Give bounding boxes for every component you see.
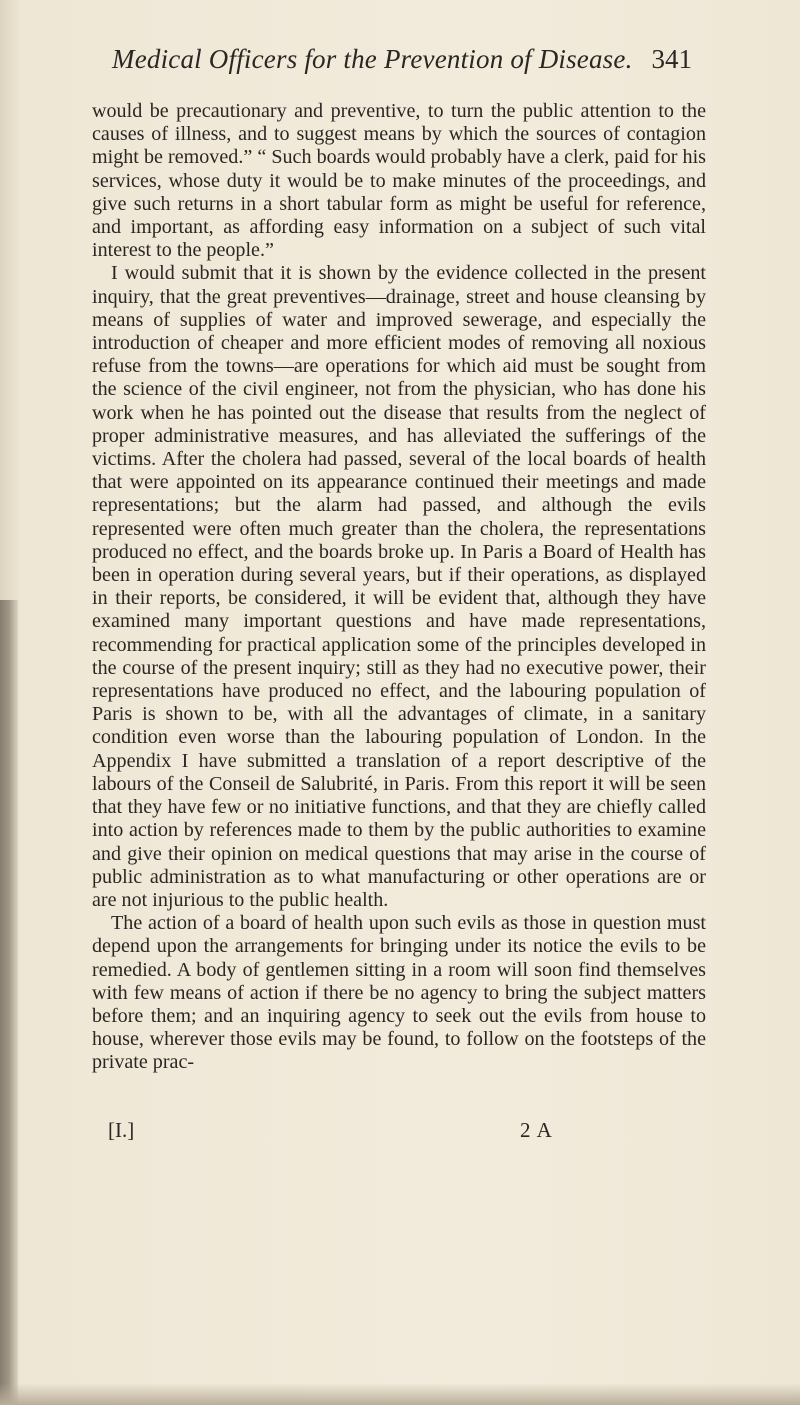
page-edge-shadow (0, 1383, 800, 1405)
running-head: Medical Officers for the Prevention of Disease. (112, 44, 633, 74)
paragraph-1: would be precautionary and preventive, to turn the public attention to the causes of illness, and to suggest means by which the sources of contagion might be removed.” “ Such boards would probably have a clerk, paid for his services, whose duty it would be to make minutes of the proceedings, and give such returns in a short tabular form as might be useful for reference, and important, as affording easy information on a subject of such vital interest to the people.” (92, 100, 706, 262)
paragraph-3: The action of a board of health upon such evils as those in question must depend upon the arrangements for bringing under its notice the evils to be remedied. A body of gentlemen sitting in a room will soon find themselves with few means of action if there be no agency to bring the subject matters before them; and an inquiring agency to seek out the evils from house to house, wherever those evils may be found, to follow on the footsteps of the private prac- (92, 912, 706, 1074)
page-header (112, 44, 692, 88)
signature-mark-right: 2 A (520, 1118, 553, 1142)
signature-mark-left: [I.] (108, 1118, 135, 1142)
paragraph-2: I would submit that it is shown by the evidence collected in the present inquiry, that the great preventives—drainage, street and house cleansing by means of supplies of water and improved sewerage, and especially the introduction of cheaper and more efficient modes of removing all noxious refuse from the towns—are operations for which aid must be sought from the science of the civil engineer, not from the physician, who has done his work when he has pointed out the disease that results from the neglect of proper administrative measures, and has alleviated the sufferings of the victims. After the cholera had passed, several of the local boards of health that were appointed on its appearance continued their meetings and made representations; but the alarm had passed, and although the evils represented were often much greater than the cholera, the representations produced no effect, and the boards broke up. In Paris a Board of Health has been in operation during several years, but if their operations, as displayed in their reports, be considered, it will be evident that, although they have examined many important questions and have made representations, recommending for practical application some of the principles developed in the course of the present inquiry; still as they had no executive power, their representations have produced no effect, and the labouring population of Paris is shown to be, with all the advantages of climate, in a sanitary condition even worse than the labouring population of London. In the Appendix I have submitted a translation of a report descriptive of the labours of the Conseil de Salubrité, in Paris. From this report it will be seen that they have few or no initiative functions, and that they are chiefly called into action by references made to them by the public authorities to examine and give their opinion on medical questions that may arise in the course of public administration as to what manufacturing or other operations are or are not injurious to the public health. (92, 262, 706, 911)
page-number: 341 (651, 44, 692, 74)
body-text (92, 100, 706, 1075)
binding-shadow (0, 600, 18, 1405)
page-footer (108, 1118, 668, 1144)
